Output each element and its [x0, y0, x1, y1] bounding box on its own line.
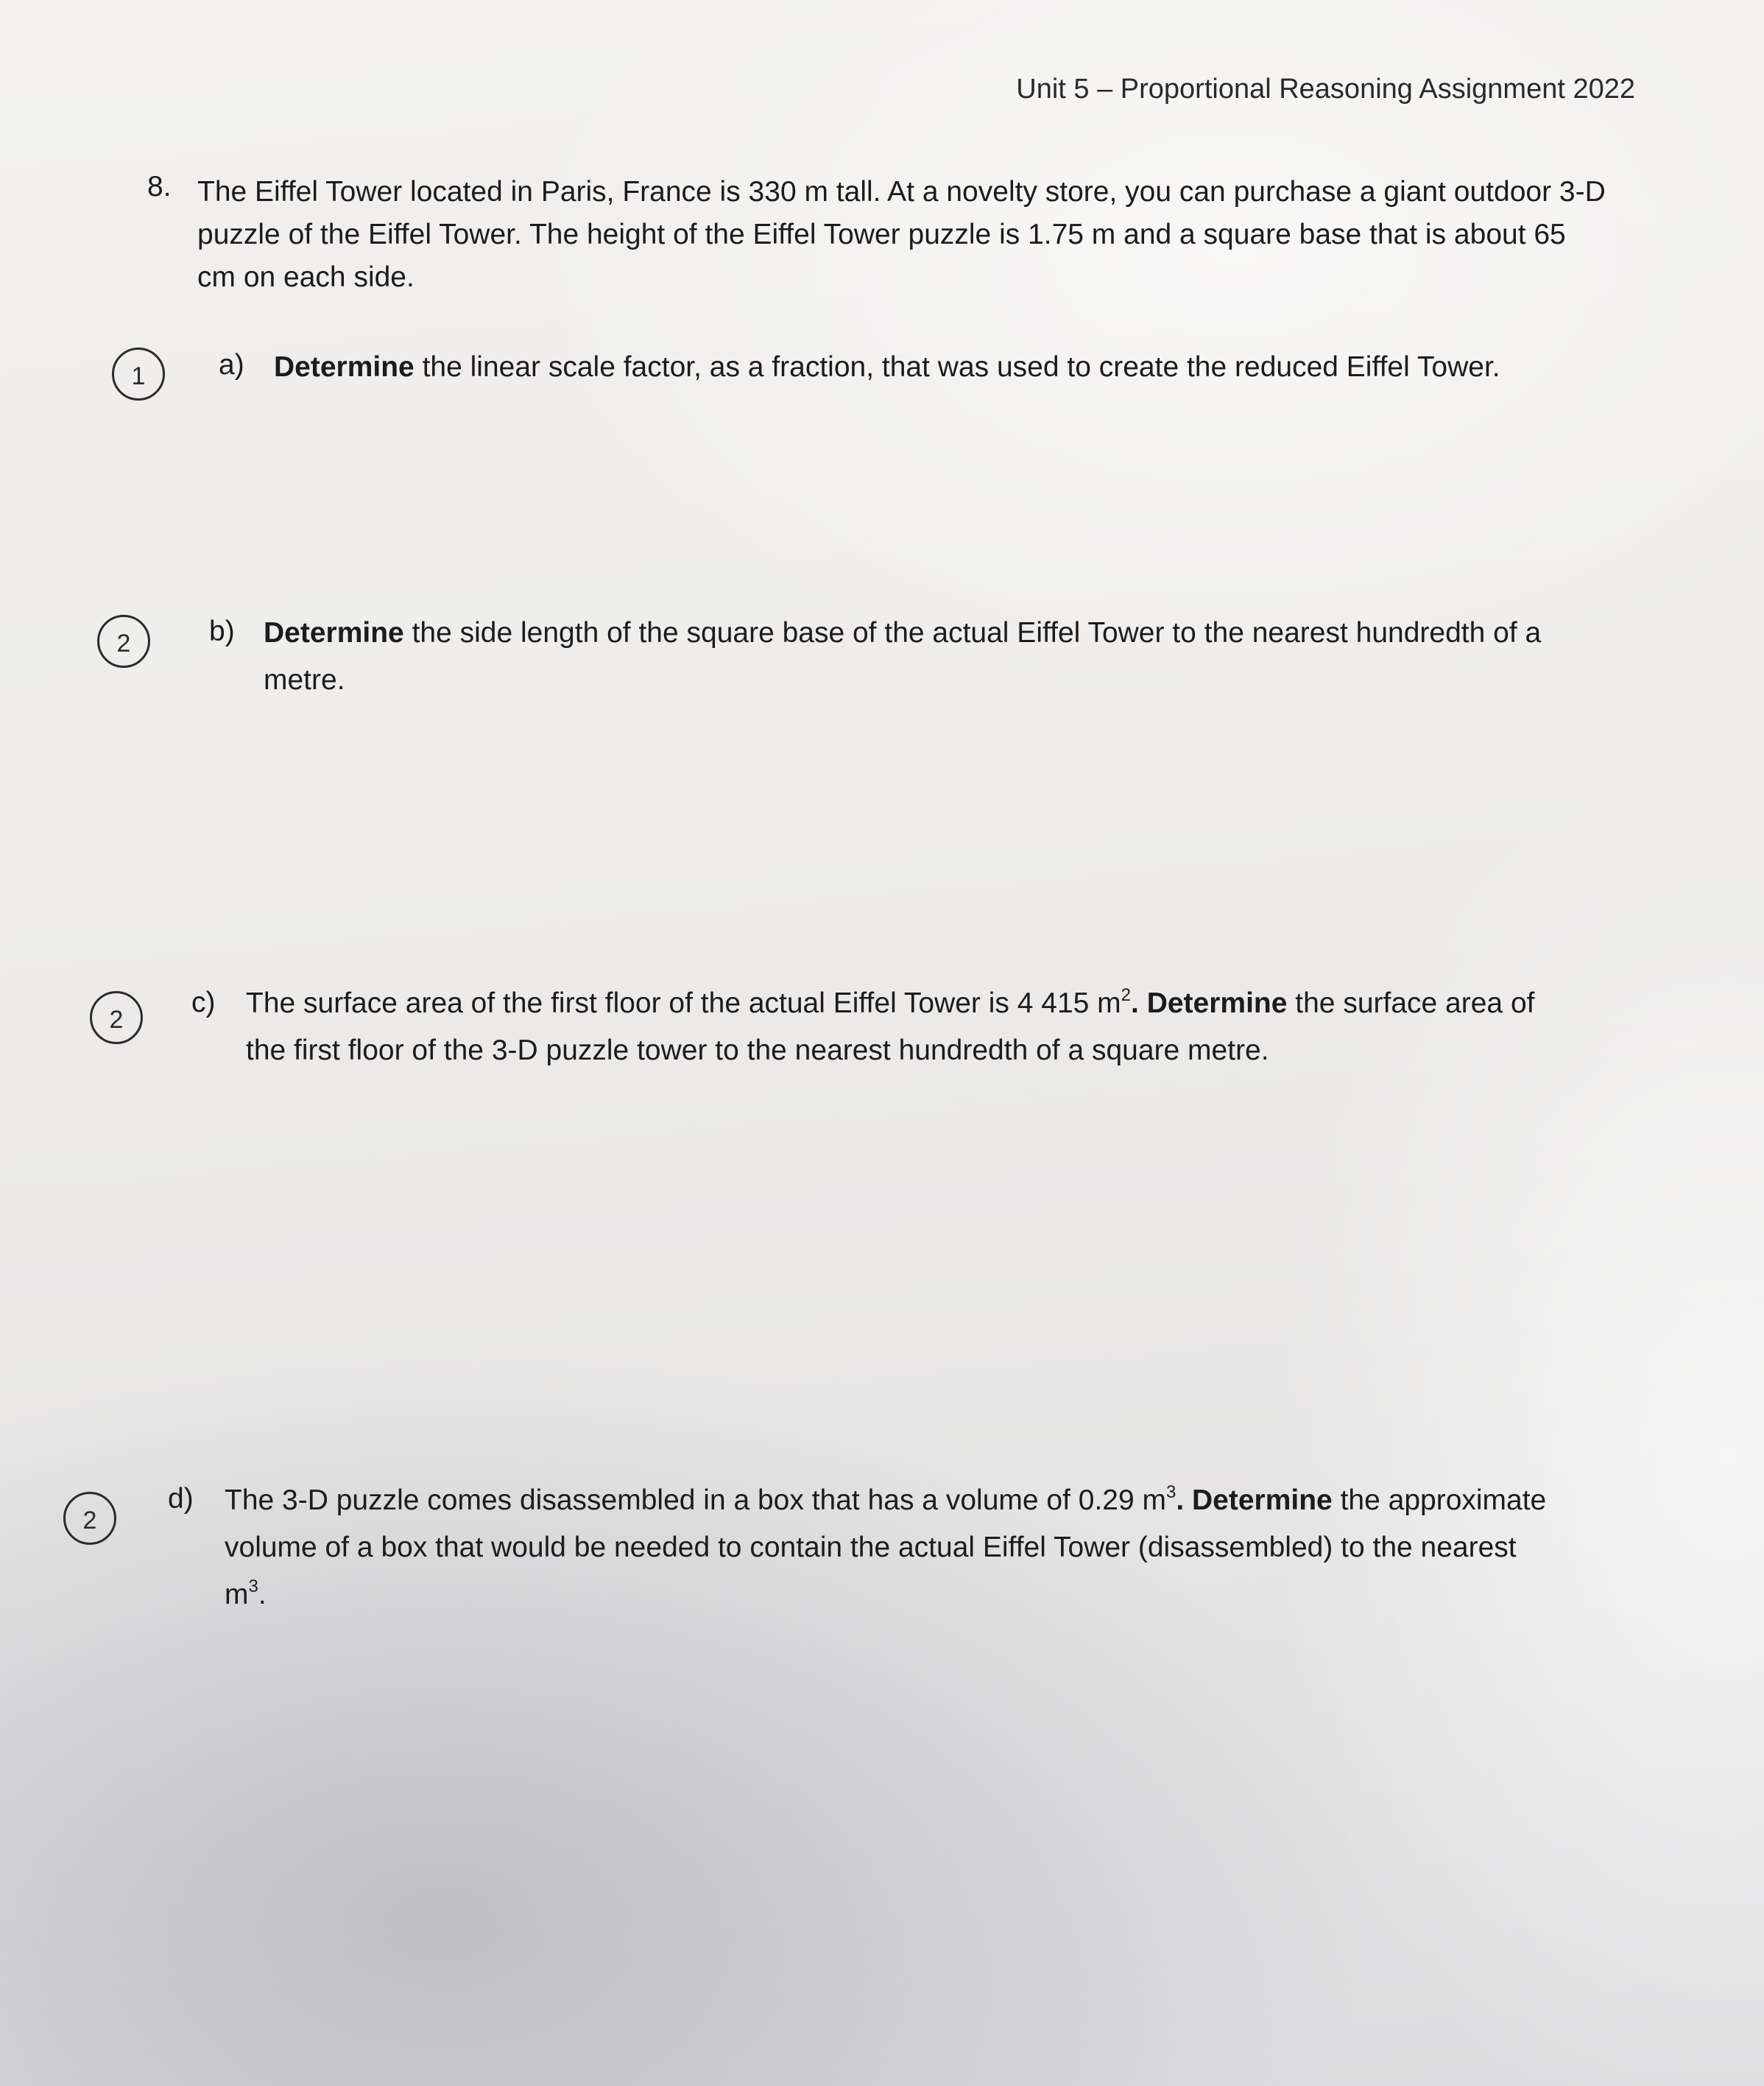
part-c-line1-end: the surface area of: [1287, 987, 1535, 1019]
superscript: 2: [1121, 985, 1132, 1005]
question-intro-line: cm on each side.: [197, 261, 414, 293]
part-d-keyword: Determine: [1192, 1484, 1333, 1516]
part-b-keyword: Determine: [264, 617, 404, 649]
question-intro-line: The Eiffel Tower located in Paris, France is 330 m tall. At a novelty store, you can purchase a giant outdoor 3-D: [197, 176, 1606, 208]
part-c-text: [246, 980, 1534, 1074]
page-header-title: Unit 5 – Proportional Reasoning Assignment 2022: [1016, 74, 1635, 105]
part-d-line2: volume of a box that would be needed to contain the actual Eiffel Tower (disassembled) to the nearest: [225, 1532, 1517, 1563]
marks-circle-part-c: 2: [90, 991, 143, 1044]
part-b-text: [264, 610, 1541, 704]
period: .: [258, 1579, 267, 1610]
part-a-keyword: Determine: [274, 351, 414, 383]
part-d-text: [225, 1477, 1546, 1618]
part-b-letter: b): [209, 616, 235, 647]
marks-circle-part-a: 1: [112, 348, 165, 401]
part-a-letter: a): [219, 349, 244, 381]
marks-circle-part-d: 2: [63, 1492, 116, 1545]
part-a-line: the linear scale factor, as a fraction, that was used to create the reduced Eiffel Tower.: [414, 351, 1500, 383]
part-d-letter: d): [168, 1483, 194, 1515]
part-c-line1: The surface area of the first floor of the actual Eiffel Tower is 4 415 m: [246, 987, 1121, 1019]
part-c-keyword: Determine: [1146, 987, 1288, 1019]
part-b-line: the side length of the square base of the actual Eiffel Tower to the nearest hundredth of a: [403, 617, 1542, 649]
part-c-line2: the first floor of the 3-D puzzle tower to the nearest hundredth of a square metre.: [246, 1035, 1269, 1066]
question-intro: [197, 171, 1644, 299]
period: .: [1176, 1484, 1193, 1516]
part-c-letter: c): [191, 987, 216, 1018]
part-b-line: metre.: [264, 664, 345, 696]
part-d-line1: The 3-D puzzle comes disassembled in a box that has a volume of 0.29 m: [225, 1484, 1166, 1516]
superscript: 3: [248, 1576, 258, 1596]
question-intro-line: puzzle of the Eiffel Tower. The height of the Eiffel Tower puzzle is 1.75 m and a square base that is about 65: [197, 219, 1566, 250]
part-d-line3: m: [225, 1579, 249, 1610]
marks-circle-part-b: 2: [97, 615, 150, 668]
part-d-line1-end: the approximate: [1332, 1484, 1547, 1516]
question-number: 8.: [147, 171, 172, 202]
period: .: [1131, 987, 1147, 1019]
part-a-text: [274, 344, 1500, 391]
superscript: 3: [1165, 1482, 1176, 1502]
